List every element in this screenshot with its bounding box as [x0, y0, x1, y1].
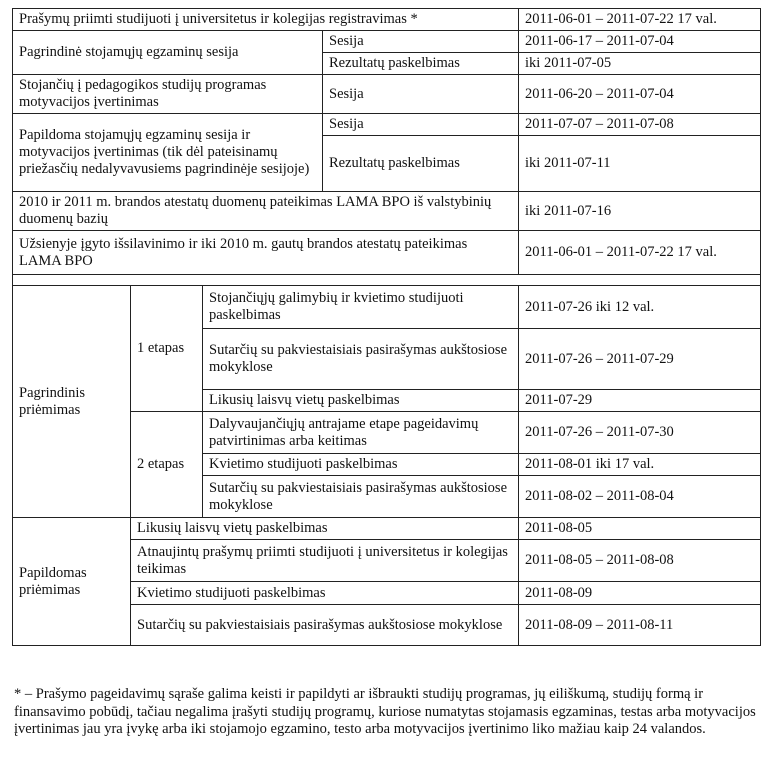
- date-cell: 2011-07-26 – 2011-07-29: [519, 329, 761, 390]
- item-text: Kvietimo studijuoti paskelbimas: [203, 454, 519, 476]
- date-cell: 2011-08-05 – 2011-08-08: [519, 540, 761, 582]
- item-text: Dalyvaujančiųjų antrajame etape pageidavimų patvirtinimas arba keitimas: [203, 412, 519, 454]
- date-cell: iki 2011-07-11: [519, 136, 761, 192]
- date-cell: 2011-07-29: [519, 390, 761, 412]
- date-cell: 2011-08-02 – 2011-08-04: [519, 476, 761, 518]
- table-row: [13, 75, 761, 114]
- table-row: [13, 31, 761, 53]
- sub-label: Rezultatų paskelbimas: [323, 53, 519, 75]
- item-text: Likusių laisvų vietų paskelbimas: [203, 390, 519, 412]
- table-row: [13, 192, 761, 231]
- date-cell: 2011-08-09: [519, 582, 761, 605]
- date-cell: 2011-06-17 – 2011-07-04: [519, 31, 761, 53]
- admission-schedule-table: [12, 8, 761, 646]
- item-text: Sutarčių su pakviestaisiais pasirašymas aukštosiose mokyklose: [203, 329, 519, 390]
- item-text: Sutarčių su pakviestaisiais pasirašymas aukštosiose mokyklose: [203, 476, 519, 518]
- date-cell: 2011-07-07 – 2011-07-08: [519, 114, 761, 136]
- item-text: Stojančiųjų galimybių ir kvietimo studijuoti paskelbimas: [203, 286, 519, 329]
- row-label: Pagrindinė stojamųjų egzaminų sesija: [13, 31, 323, 75]
- row-label: Prašymų priimti studijuoti į universitetus ir kolegijas registravimas *: [13, 9, 519, 31]
- stage-label: 1 etapas: [131, 286, 203, 412]
- item-text: Likusių laisvų vietų paskelbimas: [131, 518, 519, 540]
- sub-label: Sesija: [323, 75, 519, 114]
- row-label: Papildoma stojamųjų egzaminų sesija ir motyvacijos įvertinimas (tik dėl pateisinamų priežasčių nedalyvavusiems pagrindinėje sesijoje): [13, 114, 323, 192]
- table-row: [13, 518, 761, 540]
- date-cell: 2011-06-20 – 2011-07-04: [519, 75, 761, 114]
- row-label: Stojančių į pedagogikos studijų programas motyvacijos įvertinimas: [13, 75, 323, 114]
- group-label-main: Pagrindinis priėmimas: [13, 286, 131, 518]
- date-cell: 2011-08-09 – 2011-08-11: [519, 605, 761, 646]
- table-row: [13, 9, 761, 31]
- date-cell: 2011-06-01 – 2011-07-22 17 val.: [519, 9, 761, 31]
- date-cell: iki 2011-07-05: [519, 53, 761, 75]
- sub-label: Sesija: [323, 114, 519, 136]
- spacer-row: [13, 275, 761, 286]
- table-row: [13, 286, 761, 329]
- date-cell: 2011-08-01 iki 17 val.: [519, 454, 761, 476]
- group-label-extra: Papildomas priėmimas: [13, 518, 131, 646]
- item-text: Sutarčių su pakviestaisiais pasirašymas aukštosiose mokyklose: [131, 605, 519, 646]
- table-row: [13, 231, 761, 275]
- date-cell: iki 2011-07-16: [519, 192, 761, 231]
- row-label: Užsienyje įgyto išsilavinimo ir iki 2010 m. gautų brandos atestatų pateikimas LAMA BPO: [13, 231, 519, 275]
- date-cell: 2011-07-26 – 2011-07-30: [519, 412, 761, 454]
- item-text: Kvietimo studijuoti paskelbimas: [131, 582, 519, 605]
- row-label: 2010 ir 2011 m. brandos atestatų duomenų pateikimas LAMA BPO iš valstybinių duomenų bazių: [13, 192, 519, 231]
- date-cell: 2011-07-26 iki 12 val.: [519, 286, 761, 329]
- stage-label: 2 etapas: [131, 412, 203, 518]
- footnote: * – Prašymo pageidavimų sąraše galima keisti ir papildyti ar išbraukti studijų programas, jų eiliškumą, studijų formą ir finansavimo pobūdį, tačiau negalima įrašyti studijų programų, kuriose numatytas stojamasis egzaminas, testas arba motyvacijos įvertinimas jau yra įvykę arba iki stojamojo egzamino, testo arba motyvacijos įvertinimo liko mažiau kaip 24 valandos.: [14, 686, 756, 737]
- item-text: Atnaujintų prašymų priimti studijuoti į universitetus ir kolegijas teikimas: [131, 540, 519, 582]
- sub-label: Rezultatų paskelbimas: [323, 136, 519, 192]
- date-cell: 2011-08-05: [519, 518, 761, 540]
- date-cell: 2011-06-01 – 2011-07-22 17 val.: [519, 231, 761, 275]
- table-row: [13, 114, 761, 136]
- sub-label: Sesija: [323, 31, 519, 53]
